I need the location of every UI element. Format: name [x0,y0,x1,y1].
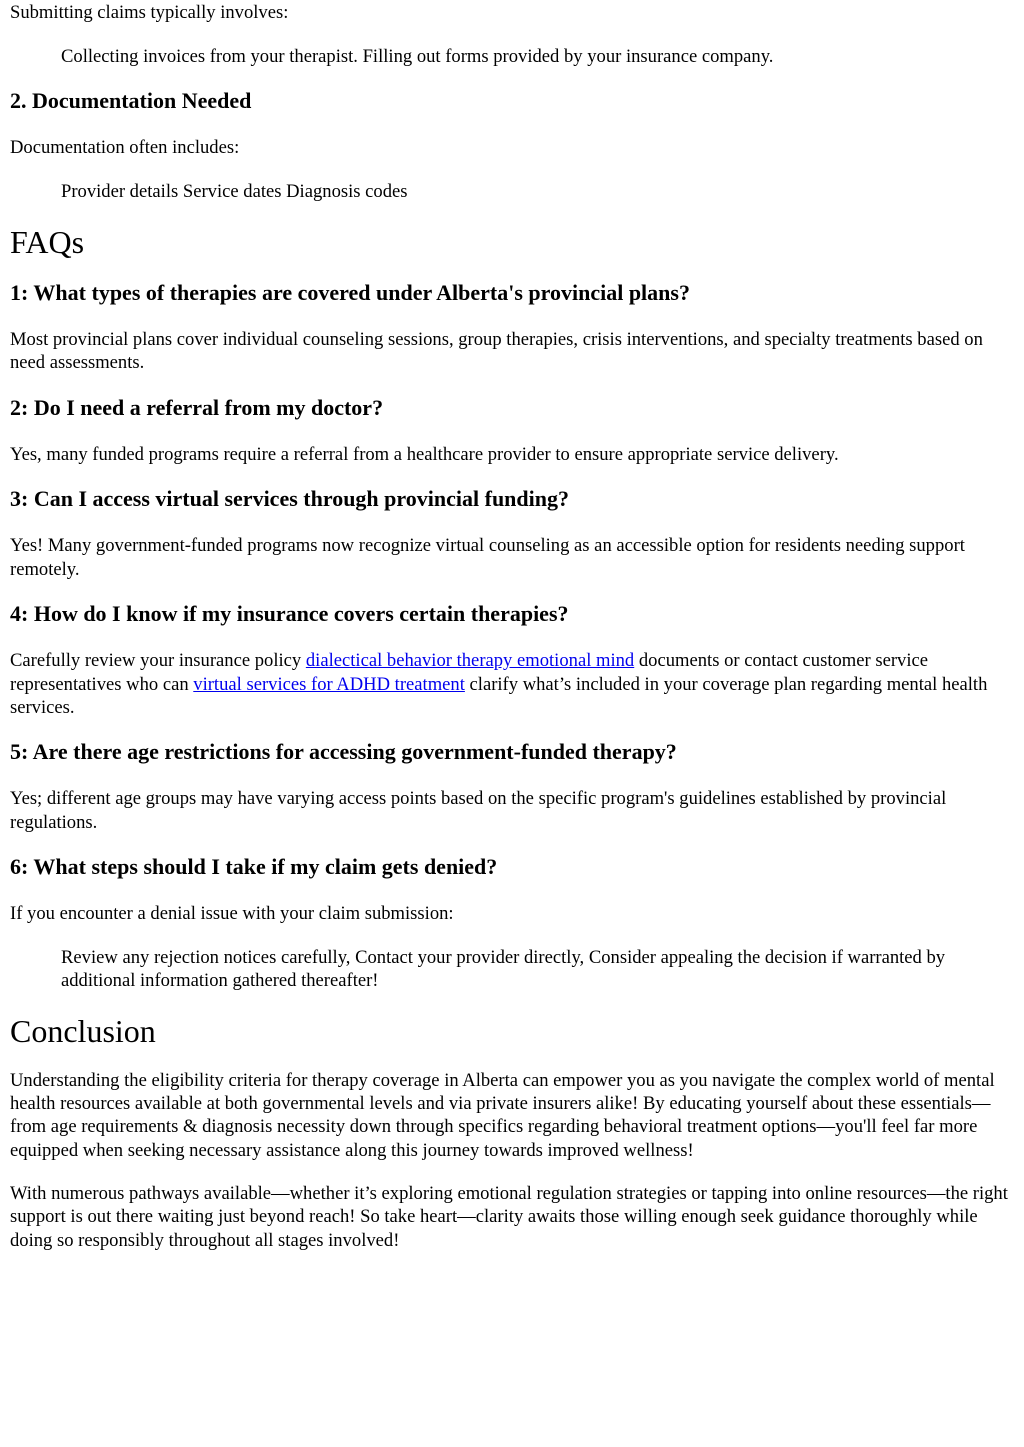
faq-answer-1: Most provincial plans cover individual counseling sessions, group therapies, crisis interventions, and specialty treatments based on need assessments. [10,328,983,374]
faq-question-2: 2: Do I need a referral from my doctor? [10,394,384,420]
documentation-intro: Documentation often includes: [10,137,240,159]
faq-answer-4 [10,649,1014,719]
faq-question-3: 3: Can I access virtual services through provincial funding? [10,486,569,512]
faq-answer-4-part1: Carefully review your insurance policy [10,650,306,672]
conclusion-paragraph-1: Understanding the eligibility criteria for therapy coverage in Alberta can empower you as you navigate the complex world of mental health resources available at both governmental levels and via private insurers alike! By educating yourself about these essentials—from age requirements & diagnosis necessity down through specifics regarding behavioral treatment options—you'll feel far more equipped when seeking necessary assistance along this journey towards improved wellness! [10,1069,995,1161]
faq-question-1: 1: What types of therapies are covered under Alberta's provincial plans? [10,279,690,305]
faqs-heading: FAQs [10,223,85,260]
link-dialectical-behavior-therapy[interactable]: dialectical behavior therapy emotional mind [305,650,635,672]
documentation-items: Provider details Service dates Diagnosis codes [61,181,408,203]
faq-question-5: 5: Are there age restrictions for accessing government-funded therapy? [10,739,677,765]
conclusion-paragraph-2: With numerous pathways available—whether it’s exploring emotional regulation strategies or tapping into online resources—the right support is out there waiting just beyond reach! So take heart—clarity awaits those willing enough seek guidance thoroughly while doing so responsibly throughout all stages involved! [10,1183,1008,1251]
faq-answer-4-part2: documents or contact customer service representatives who can [10,650,929,695]
faq-answer-5: Yes; different age groups may have varying access points based on the specific program's guidelines established by provincial regulations. [10,788,947,833]
article-body [0,1,1024,1252]
faq-answer-6-steps: Review any rejection notices carefully, Contact your provider directly, Consider appealing the decision if warranted by additional information gathered thereafter! [61,947,946,992]
faq-answer-4-part3: clarify what’s included in your coverage plan regarding mental health services. [10,673,988,718]
faq-answer-3: Yes! Many government-funded programs now recognize virtual counseling as an accessible option for residents needing support remotely. [10,535,965,580]
conclusion-heading: Conclusion [10,1012,156,1049]
faq-question-6: 6: What steps should I take if my claim gets denied? [10,854,498,880]
faq-answer-2: Yes, many funded programs require a referral from a healthcare provider to ensure appropriate service delivery. [10,443,839,465]
claims-intro: Submitting claims typically involves: [10,2,289,23]
faq-question-4: 4: How do I know if my insurance covers certain therapies? [10,601,569,627]
link-virtual-services-adhd[interactable]: virtual services for ADHD treatment [193,673,465,695]
faq-answer-6: If you encounter a denial issue with your claim submission: [10,903,454,925]
documentation-heading: 2. Documentation Needed [10,88,252,114]
claims-steps: Collecting invoices from your therapist. Filling out forms provided by your insurance company. [61,45,774,67]
